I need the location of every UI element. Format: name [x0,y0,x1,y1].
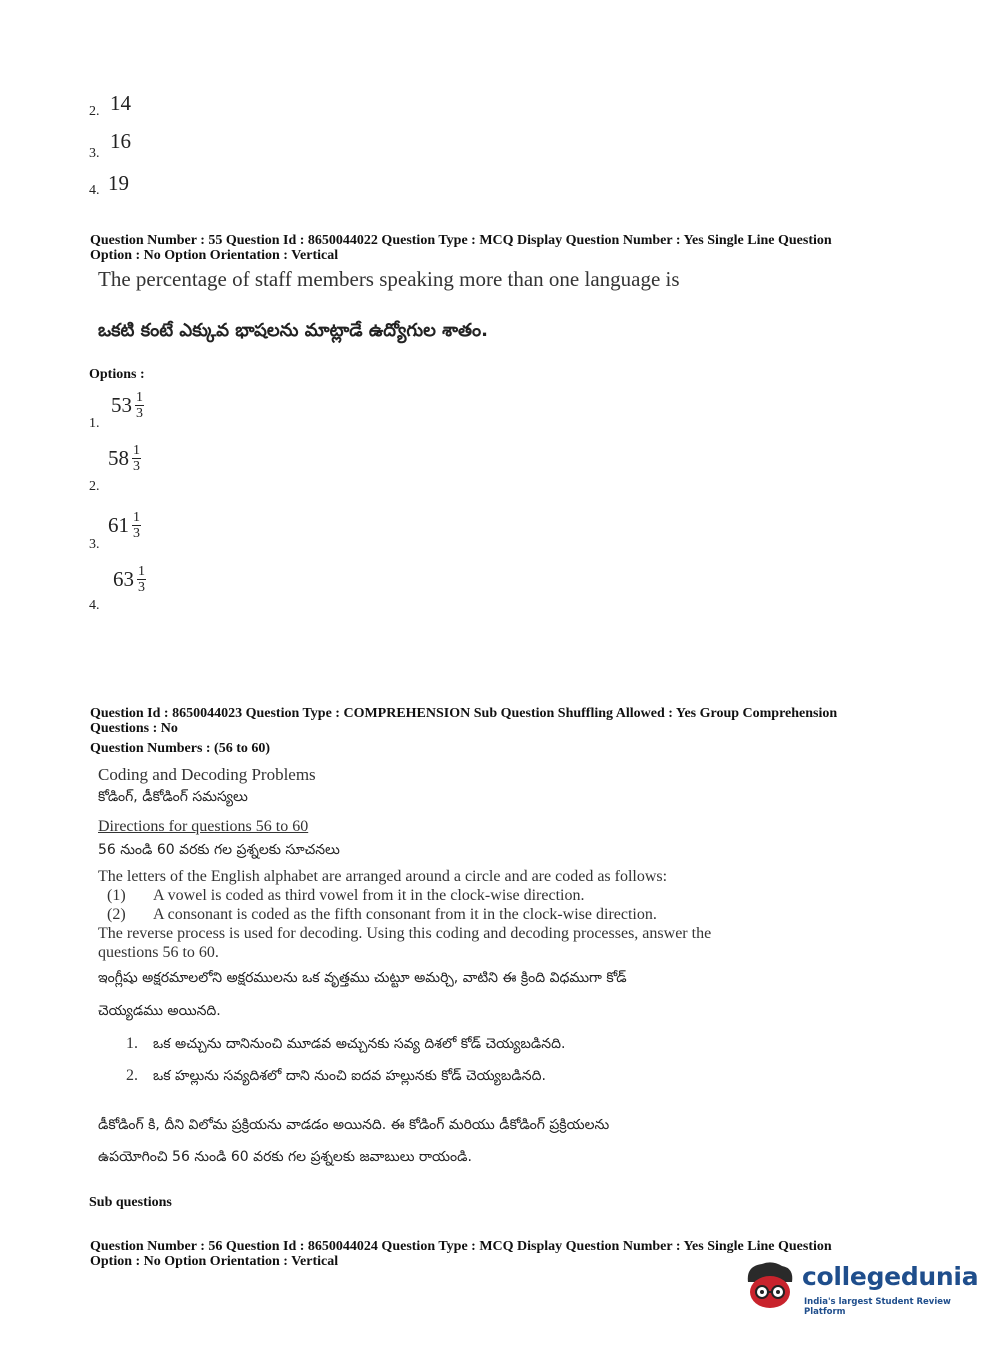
numerator: 1 [138,564,145,579]
te-para1-line2: చెయ్యడము అయినది. [98,1003,221,1019]
denominator: 3 [133,459,140,474]
comprehension-meta-line1: Question Id : 8650044023 Question Type : COMPREHENSION Sub Question Shuffling Allowed : Yes Group Comprehension [90,706,838,721]
directions-te: 56 నుండి 60 వరకు గల ప్రశ్నలకు సూచనలు [98,842,340,858]
q55-text-te: ఒకటి కంటే ఎక్కువ భాషలను మాట్లాడే ఉద్యోగుల శాతం. [98,320,488,341]
comprehension-title-te: కోడింగ్, డీకోడింగ్ సమస్యలు [98,789,248,805]
numerator: 1 [136,390,143,405]
fraction [132,443,141,474]
numerator: 1 [133,443,140,458]
comprehension-para2-line1: The reverse process is used for decoding. Using this coding and decoding processes, answer the [98,925,712,942]
te-para1-line1: ఇంగ్లీషు అక్షరమాలలోని అక్షరములను ఒక వృత్తము చుట్టూ అమర్చి, వాటిని ఈ క్రింది విధముగా కోడ్ [98,970,627,986]
rule-text: A vowel is coded as third vowel from it in the clock-wise direction. [153,887,585,904]
fraction [132,510,141,541]
fraction [137,564,146,595]
fraction [135,390,144,421]
whole-number: 53 [111,393,132,417]
option-number: 4. [89,598,100,613]
denominator: 3 [136,406,143,421]
options-label: Options : [89,367,145,382]
comprehension-title-en: Coding and Decoding Problems [98,765,316,784]
option-value [108,510,141,541]
option-number: 3. [89,146,100,161]
option-number: 4. [89,183,100,198]
option-value: 16 [110,129,131,153]
numerator: 1 [133,510,140,525]
comprehension-meta [90,706,890,756]
rule-number: (2) [107,906,126,923]
te-para2-line2: ఉపయోగించి 56 నుండి 60 వరకు గల ప్రశ్నలకు జవాబులు రాయండి. [98,1149,472,1165]
denominator: 3 [133,526,140,541]
q55-meta-line1: Question Number : 55 Question Id : 8650044022 Question Type : MCQ Display Question Number : Yes Single Line Question [90,233,832,248]
rule-number: 1. [126,1035,138,1052]
q55-meta [90,233,890,263]
option-value: 19 [108,171,129,195]
comprehension-para2-line2: questions 56 to 60. [98,944,219,961]
option-value [108,443,141,474]
comprehension-meta-line3: Question Numbers : (56 to 60) [90,741,271,756]
q55-text-en: The percentage of staff members speaking more than one language is [98,267,680,291]
rule-number: 2. [126,1067,138,1084]
brand-tagline: India's largest Student Review Platform [804,1297,951,1317]
q56-meta-line1: Question Number : 56 Question Id : 8650044024 Question Type : MCQ Display Question Number : Yes Single Line Question [90,1239,832,1254]
denominator: 3 [138,580,145,595]
te-para2-line1: డీకోడింగ్ కి, దీని విలోమ ప్రక్రియను వాడడం అయినది. ఈ కోడింగ్ మరియు డీకోడింగ్ ప్రక్రియలను [98,1117,610,1133]
rule-text: A consonant is coded as the fifth consonant from it in the clock-wise direction. [153,906,657,923]
rule-text: ఒక అచ్చును దానినుంచి మూడవ అచ్చునకు సవ్య దిశలో కోడ్ చెయ్యబడినది. [153,1036,566,1052]
option-number: 1. [89,416,100,431]
q56-meta-line2: Option : No Option Orientation : Vertical [90,1254,339,1269]
q55-meta-line2: Option : No Option Orientation : Vertical [90,248,339,263]
comprehension-meta-line2: Questions : No [90,721,178,736]
option-number: 2. [89,479,100,494]
collegedunia-watermark [742,1254,979,1324]
option-value: 14 [110,91,131,115]
brand-name: collegedunia [802,1262,979,1291]
option-value [113,564,146,595]
whole-number: 63 [113,567,134,591]
rule-number: (1) [107,887,126,904]
directions-en: Directions for questions 56 to 60 [98,818,309,835]
rule-text: ఒక హల్లును సవ్యదిశలో దాని నుంచి ఐదవ హల్లునకు కోడ్ చెయ్యబడినది. [153,1068,546,1084]
comprehension-para1: The letters of the English alphabet are arranged around a circle and are coded as follows: [98,868,668,885]
sub-questions-label: Sub questions [89,1195,172,1210]
option-value [111,390,144,421]
mascot-logo-icon [742,1260,798,1312]
option-number: 2. [89,104,100,119]
whole-number: 58 [108,446,129,470]
whole-number: 61 [108,513,129,537]
option-number: 3. [89,537,100,552]
